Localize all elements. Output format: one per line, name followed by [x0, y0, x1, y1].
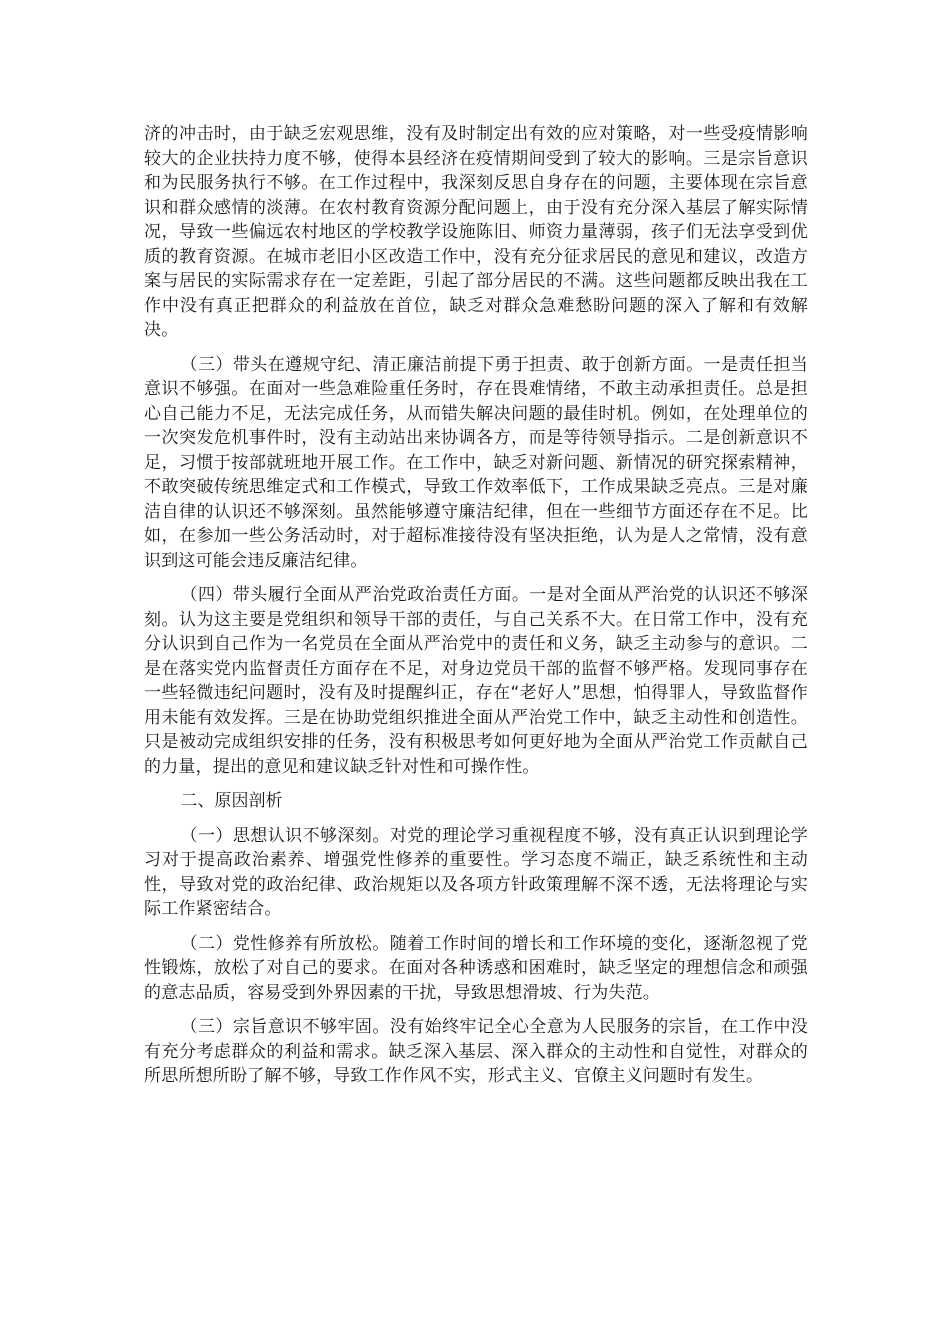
paragraph-section-four: （四）带头履行全面从严治党政治责任方面。一是对全面从严治党的认识还不够深刻。认为这主要是党组织和领导干部的责任，与自己关系不大。在日常工作中，没有充分认识到自己作为一名党员在全面从严治党中的责任和义务，缺乏主动参与的意识。二是在落实党内监督责任方面存在不足，对身边党员干部的监督不够严格。发现同事存在一些轻微违纪问题时，没有及时提醒纠正，存在“老好人”思想，怕得罪人，导致监督作用未能有效发挥。三是在协助党组织推进全面从严治党工作中，缺乏主动性和创造性。只是被动完成组织安排的任务，没有积极思考如何更好地为全面从严治党工作贡献自己的力量，提出的意见和建议缺乏针对性和可操作性。: [144, 585, 808, 777]
section-heading-cause-analysis: 二、原因剖析: [180, 791, 283, 811]
document-page: [144, 122, 808, 1099]
paragraph-continuation: 济的冲击时，由于缺乏宏观思维，没有及时制定出有效的应对策略，对一些受疫情影响较大的企业扶持力度不够，使得本县经济在疫情期间受到了较大的影响。三是宗旨意识和为民服务执行不够。在工作过程中，我深刻反思自身存在的问题，主要体现在宗旨意识和群众感情的淡薄。在农村教育资源分配问题上，由于没有充分深入基层了解实际情况，导致一些偏远农村地区的学校教学设施陈旧、师资力量薄弱，孩子们无法享受到优质的教育资源。在城市老旧小区改造工作中，没有充分征求居民的意见和建议，改造方案与居民的实际需求存在一定差距，引起了部分居民的不满。这些问题都反映出我在工作中没有真正把群众的利益放在首位，缺乏对群众急难愁盼问题的深入了解和有效解决。: [144, 124, 808, 340]
paragraph-cause-two: （二）党性修养有所放松。随着工作时间的增长和工作环境的变化，逐渐忽视了党性锻炼，放松了对自己的要求。在面对各种诱惑和困难时，缺乏坚定的理想信念和顽强的意志品质，容易受到外界因素的干扰，导致思想滑坡、行为失范。: [144, 933, 808, 1003]
paragraph-cause-three: （三）宗旨意识不够牢固。没有始终牢记全心全意为人民服务的宗旨，在工作中没有充分考虑群众的利益和需求。缺乏深入基层、深入群众的主动性和自觉性，对群众的所思所想所盼了解不够，导致工作作风不实，形式主义、官僚主义问题时有发生。: [144, 1017, 808, 1086]
paragraph-cause-one: （一）思想认识不够深刻。对党的理论学习重视程度不够，没有真正认识到理论学习对于提高政治素养、增强党性修养的重要性。学习态度不端正，缺乏系统性和主动性，导致对党的政治纪律、政治规矩以及各项方针政策理解不深不透，无法将理论与实际工作紧密结合。: [144, 825, 808, 919]
paragraph-section-three: （三）带头在遵规守纪、清正廉洁前提下勇于担责、敢于创新方面。一是责任担当意识不够强。在面对一些急难险重任务时，存在畏难情绪，不敢主动承担责任。总是担心自己能力不足，无法完成任务，从而错失解决问题的最佳时机。例如，在处理单位的一次突发危机事件时，没有主动站出来协调各方，而是等待领导指示。二是创新意识不足，习惯于按部就班地开展工作。在工作中，缺乏对新问题、新情况的研究探索精神，不敢突破传统思维定式和工作模式，导致工作效率低下，工作成果缺乏亮点。三是对廉洁自律的认识还不够深刻。虽然能够遵守廉洁纪律，但在一些细节方面还存在不足。比如，在参加一些公务活动时，对于超标准接待没有坚决拒绝，认为是人之常情，没有意识到这可能会违反廉洁纪律。: [144, 354, 808, 571]
